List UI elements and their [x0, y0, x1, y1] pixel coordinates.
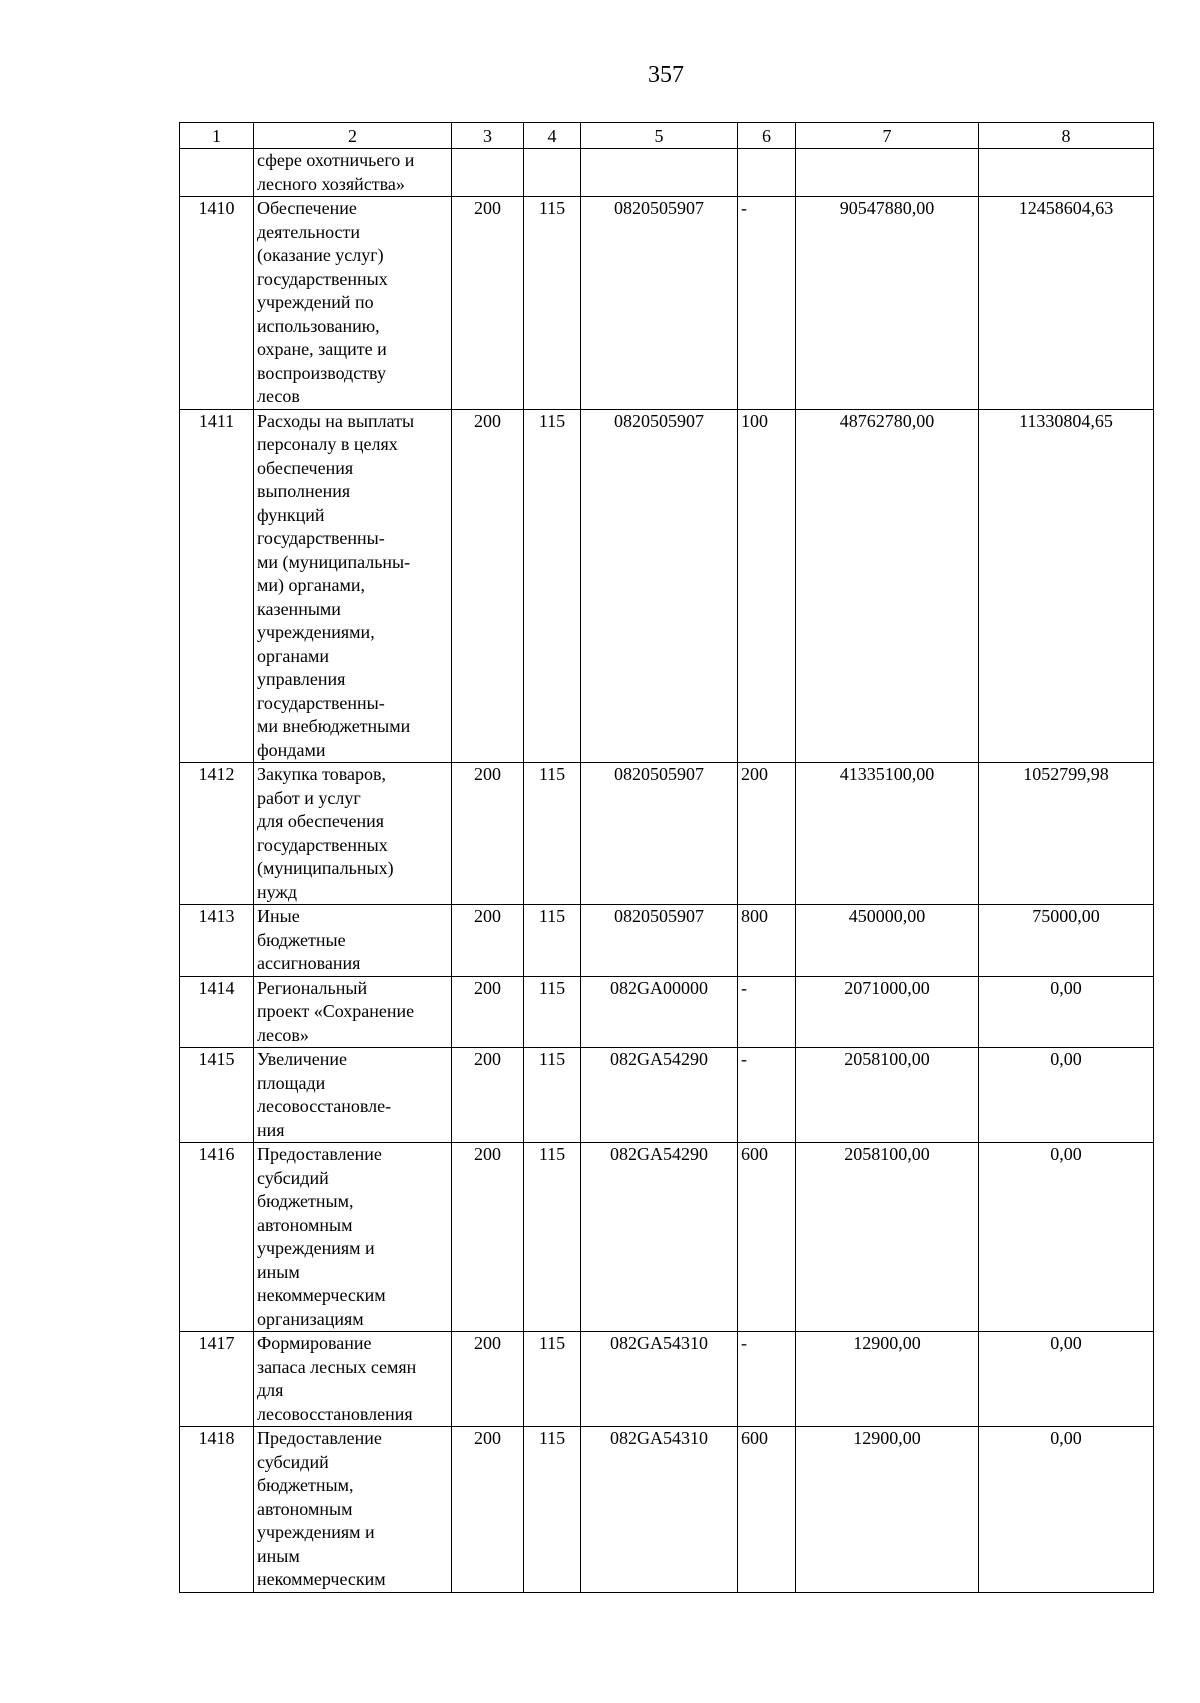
row-code-3: 200 [452, 763, 524, 905]
row-name: Предоставление субсидий бюджетным, автономным учреждениям и иным некоммерческим [254, 1427, 452, 1593]
row-amount-8: 1052799,98 [979, 763, 1154, 905]
row-code-4: 115 [524, 409, 581, 763]
row-code-6 [738, 149, 796, 197]
row-code-6: - [738, 976, 796, 1048]
row-amount-8: 0,00 [979, 1048, 1154, 1143]
row-amount-8: 12458604,63 [979, 197, 1154, 410]
row-code-6: - [738, 197, 796, 410]
row-number [180, 149, 254, 197]
row-name: Обеспечение деятельности (оказание услуг) государственных учреждений по использованию, охране, защите и воспроизводству лесов [254, 197, 452, 410]
row-number: 1411 [180, 409, 254, 763]
table-row [180, 1143, 1154, 1332]
column-header-6: 6 [738, 123, 796, 149]
row-amount-7: 90547880,00 [796, 197, 979, 410]
row-code-5: 0820505907 [581, 763, 738, 905]
row-amount-7: 450000,00 [796, 905, 979, 977]
row-name: Формирование запаса лесных семян для лесовосстановления [254, 1332, 452, 1427]
row-code-4: 115 [524, 1427, 581, 1593]
column-header-3: 3 [452, 123, 524, 149]
column-header-8: 8 [979, 123, 1154, 149]
row-amount-7: 12900,00 [796, 1427, 979, 1593]
row-code-3: 200 [452, 1048, 524, 1143]
column-header-2: 2 [254, 123, 452, 149]
row-code-6: 600 [738, 1143, 796, 1332]
row-code-5: 0820505907 [581, 905, 738, 977]
row-name: Закупка товаров, работ и услуг для обеспечения государственных (муниципальных) нужд [254, 763, 452, 905]
table-row [180, 1332, 1154, 1427]
row-amount-8: 0,00 [979, 1427, 1154, 1593]
row-code-3: 200 [452, 1332, 524, 1427]
row-code-4 [524, 149, 581, 197]
row-name: Региональный проект «Сохранение лесов» [254, 976, 452, 1048]
table-row [180, 1427, 1154, 1593]
row-code-4: 115 [524, 1332, 581, 1427]
row-number: 1416 [180, 1143, 254, 1332]
row-amount-8: 0,00 [979, 976, 1154, 1048]
row-name: Предоставление субсидий бюджетным, автономным учреждениям и иным некоммерческим организациям [254, 1143, 452, 1332]
page-number: 357 [648, 62, 684, 88]
row-amount-8: 75000,00 [979, 905, 1154, 977]
row-number: 1412 [180, 763, 254, 905]
column-header-5: 5 [581, 123, 738, 149]
table-row [180, 1048, 1154, 1143]
row-code-5: 082GA54310 [581, 1427, 738, 1593]
row-number: 1414 [180, 976, 254, 1048]
row-code-5: 082GA54310 [581, 1332, 738, 1427]
row-amount-7: 48762780,00 [796, 409, 979, 763]
row-amount-7 [796, 149, 979, 197]
row-code-6: 600 [738, 1427, 796, 1593]
row-code-3: 200 [452, 409, 524, 763]
column-header-7: 7 [796, 123, 979, 149]
row-number: 1417 [180, 1332, 254, 1427]
row-amount-7: 2058100,00 [796, 1048, 979, 1143]
row-name: Иные бюджетные ассигнования [254, 905, 452, 977]
row-code-4: 115 [524, 976, 581, 1048]
row-code-6: - [738, 1048, 796, 1143]
row-code-4: 115 [524, 905, 581, 977]
row-number: 1410 [180, 197, 254, 410]
row-code-4: 115 [524, 1143, 581, 1332]
row-code-3: 200 [452, 976, 524, 1048]
row-code-6: 800 [738, 905, 796, 977]
table-row [180, 976, 1154, 1048]
row-amount-7: 2071000,00 [796, 976, 979, 1048]
row-number: 1415 [180, 1048, 254, 1143]
row-number: 1413 [180, 905, 254, 977]
row-code-6: 100 [738, 409, 796, 763]
row-amount-8: 0,00 [979, 1332, 1154, 1427]
row-code-6: 200 [738, 763, 796, 905]
table-row [180, 149, 1154, 197]
column-header-1: 1 [180, 123, 254, 149]
table-row [180, 197, 1154, 410]
row-code-3: 200 [452, 197, 524, 410]
column-header-4: 4 [524, 123, 581, 149]
row-code-3: 200 [452, 905, 524, 977]
row-name: сфере охотничьего и лесного хозяйства» [254, 149, 452, 197]
row-code-5: 0820505907 [581, 197, 738, 410]
budget-table [179, 122, 1154, 1593]
row-code-5: 082GA54290 [581, 1048, 738, 1143]
row-number: 1418 [180, 1427, 254, 1593]
row-name: Увеличение площади лесовосстановле- ния [254, 1048, 452, 1143]
row-amount-7: 41335100,00 [796, 763, 979, 905]
table-body [180, 149, 1154, 1593]
row-amount-8 [979, 149, 1154, 197]
row-code-5: 082GA00000 [581, 976, 738, 1048]
table-row [180, 409, 1154, 763]
row-amount-7: 12900,00 [796, 1332, 979, 1427]
table-header-row [180, 123, 1154, 149]
row-code-4: 115 [524, 1048, 581, 1143]
row-name: Расходы на выплаты персоналу в целях обеспечения выполнения функций государственны- ми (муниципальны- ми) органами, казенными учреждениями, органами управления государственны- ми внебюджетными фондами [254, 409, 452, 763]
row-code-6: - [738, 1332, 796, 1427]
row-code-4: 115 [524, 197, 581, 410]
table-row [180, 763, 1154, 905]
row-amount-8: 0,00 [979, 1143, 1154, 1332]
row-code-3: 200 [452, 1427, 524, 1593]
row-code-3: 200 [452, 1143, 524, 1332]
row-code-3 [452, 149, 524, 197]
row-code-5: 0820505907 [581, 409, 738, 763]
row-code-5: 082GA54290 [581, 1143, 738, 1332]
table-row [180, 905, 1154, 977]
row-amount-8: 11330804,65 [979, 409, 1154, 763]
row-code-5 [581, 149, 738, 197]
row-code-4: 115 [524, 763, 581, 905]
row-amount-7: 2058100,00 [796, 1143, 979, 1332]
